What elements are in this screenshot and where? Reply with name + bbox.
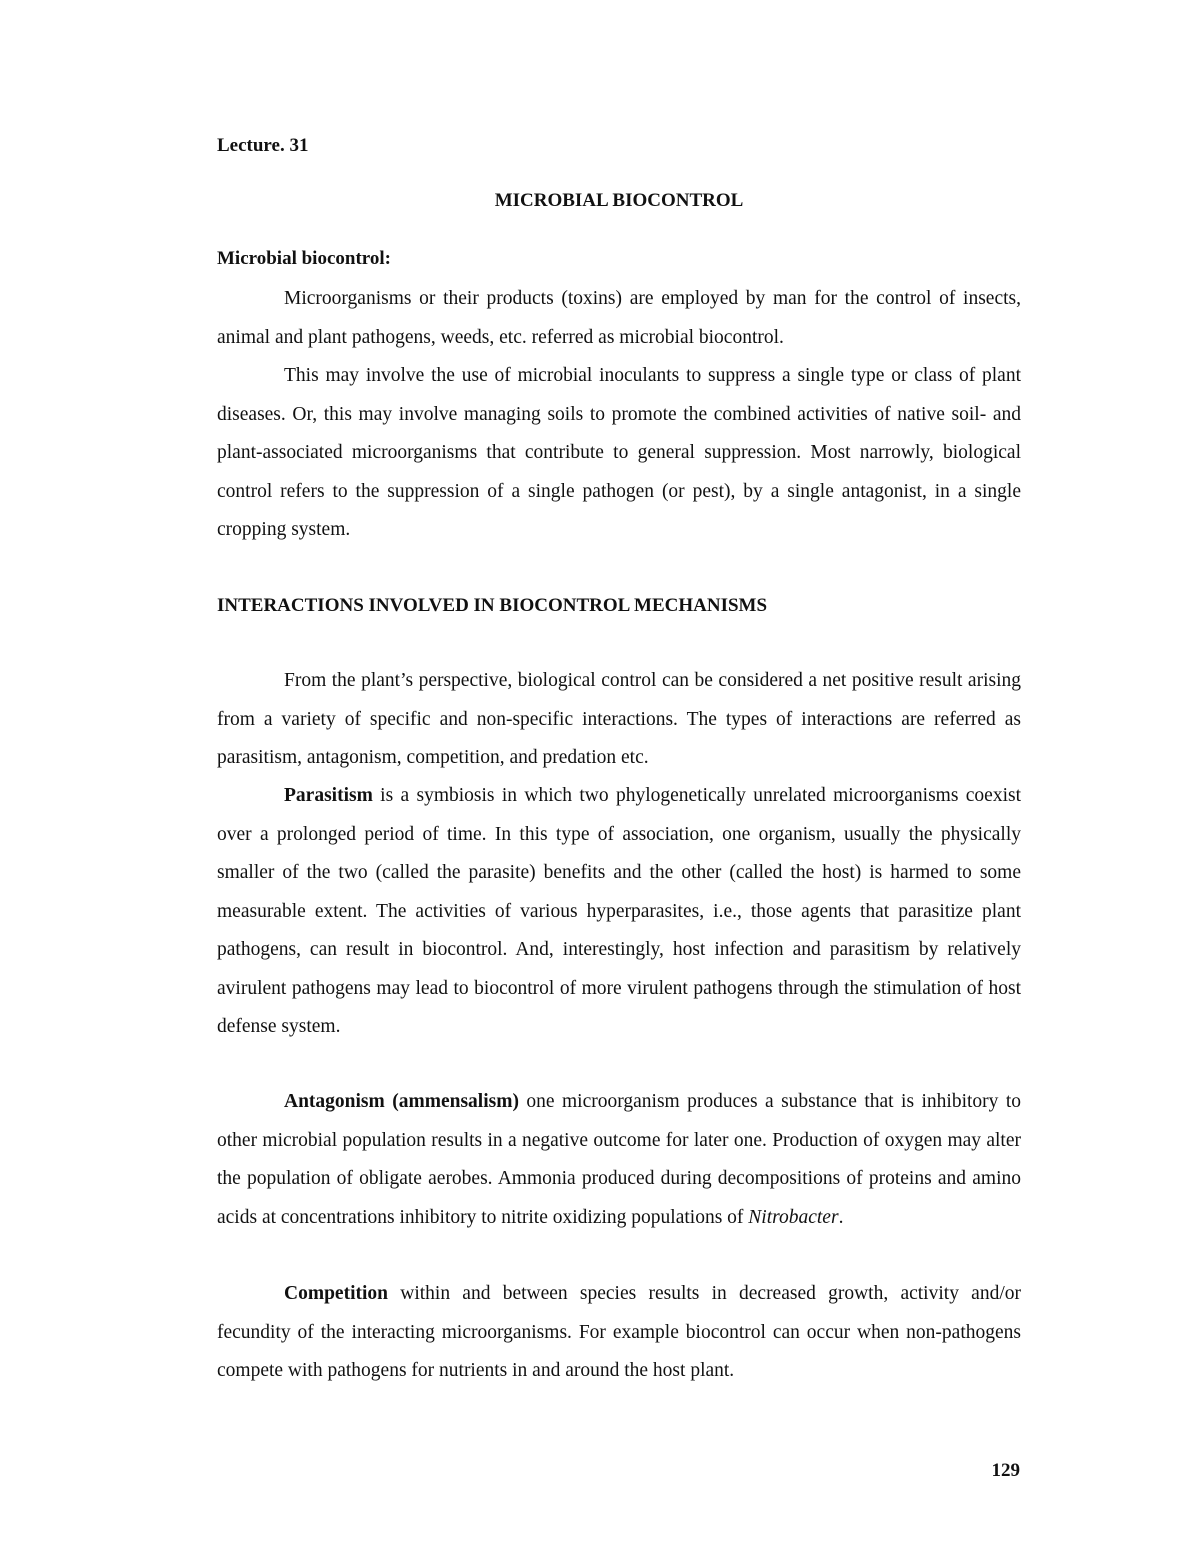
page-title: MICROBIAL BIOCONTROL xyxy=(494,190,744,211)
intro-heading: Microbial biocontrol: xyxy=(217,248,391,269)
competition-text: within and between species results in decreased growth, activity and/or fecundity of the interacting microorganisms. For example biocontrol can occur when non-pathogens compete with pathogens for nutrients in and around the host plant. xyxy=(217,1283,1021,1381)
interactions-paragraph: From the plant’s perspective, biological control can be considered a net positive result arising from a variety of specific and non-specific interactions. The types of interactions are referred as parasitism, antagonism, competition, and predation etc. xyxy=(217,670,1021,768)
intro-paragraph-2: This may involve the use of microbial inoculants to suppress a single type or class of plant diseases. Or, this may involve managing soils to promote the combined activities of native soil- and plant-associated microorganisms that contribute to general suppression. Most narrowly, biological control refers to the suppression of a single pathogen (or pest), by a single antagonist, in a single cropping system. xyxy=(217,365,1021,540)
parasitism-term: Parasitism xyxy=(284,785,373,806)
page-number: 129 xyxy=(991,1460,1020,1481)
antagonism-paragraph xyxy=(217,1083,1021,1237)
antagonism-term: Antagonism (ammensalism) xyxy=(284,1091,519,1112)
competition-paragraph xyxy=(217,1275,1021,1391)
antagonism-genus: Nitrobacter xyxy=(748,1206,839,1228)
antagonism-end: . xyxy=(838,1206,844,1228)
antagonism-text: one microorganism produces a substance that is inhibitory to other microbial population results in a negative outcome for later one. Production of oxygen may alter the population of obligate aerobes. Ammonia produced during decompositions of proteins and amino acids at concentrations inhibitory to nitrite oxidizing populations of xyxy=(217,1091,1022,1228)
intro-paragraph-1: Microorganisms or their products (toxins) are employed by man for the control of insects, animal and plant pathogens, weeds, etc. referred as microbial biocontrol. xyxy=(217,288,1021,348)
competition-term: Competition xyxy=(284,1283,388,1304)
lecture-label: Lecture. 31 xyxy=(217,135,309,156)
interactions-heading: INTERACTIONS INVOLVED IN BIOCONTROL MECHANISMS xyxy=(217,595,768,616)
parasitism-paragraph xyxy=(217,777,1021,1047)
parasitism-text: is a symbiosis in which two phylogenetically unrelated microorganisms coexist over a prolonged period of time. In this type of association, one organism, usually the physically smaller of the two (called the parasite) benefits and the other (called the host) is harmed to some measurable extent. The activities of various hyperparasites, i.e., those agents that parasitize plant pathogens, can result in biocontrol. And, interestingly, host infection and parasitism by relatively avirulent pathogens may lead to biocontrol of more virulent pathogens through the stimulation of host defense system. xyxy=(217,785,1021,1037)
